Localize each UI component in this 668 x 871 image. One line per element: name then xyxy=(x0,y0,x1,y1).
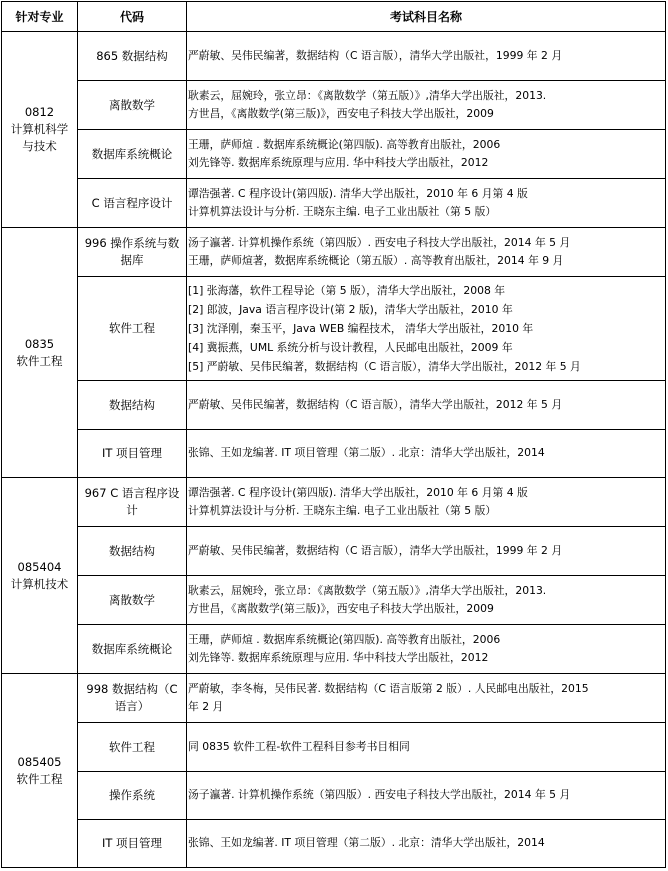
table-header-row xyxy=(2,2,666,32)
code-cell: 软件工程 xyxy=(78,723,187,772)
table-row xyxy=(2,228,666,277)
code-cell: 865 数据结构 xyxy=(78,32,187,81)
table-row xyxy=(2,81,666,130)
refs-cell: 严蔚敏、吴伟民编著，数据结构（C 语言版），清华大学出版社，1999 年 2 月 xyxy=(187,527,666,576)
code-cell: 998 数据结构（C 语言） xyxy=(78,674,187,723)
code-cell: 967 C 语言程序设计 xyxy=(78,478,187,527)
major-cell-085404: 085404 计算机技术 xyxy=(2,478,78,674)
table-row xyxy=(2,430,666,478)
code-cell: 离散数学 xyxy=(78,81,187,130)
refs-cell: 严蔚敏、吴伟民编著，数据结构（C 语言版），清华大学出版社，1999 年 2 月 xyxy=(187,32,666,81)
code-cell: 数据库系统概论 xyxy=(78,625,187,674)
header-subject: 考试科目名称 xyxy=(187,2,666,32)
refs-cell: 谭浩强著. C 程序设计(第四版). 清华大学出版社，2010 年 6 月第 4 版 计算机算法设计与分析. 王晓东主编. 电子工业出版社（第 5 版） xyxy=(187,179,666,228)
table-row xyxy=(2,527,666,576)
table-row xyxy=(2,478,666,527)
code-cell: 数据结构 xyxy=(78,381,187,430)
table-row xyxy=(2,772,666,820)
table-row xyxy=(2,625,666,674)
exam-subjects-table xyxy=(1,1,666,868)
refs-cell: 严蔚敏、吴伟民编著，数据结构（C 语言版），清华大学出版社，2012 年 5 月 xyxy=(187,381,666,430)
refs-cell: [1] 张海藩，软件工程导论（第 5 版），清华大学出版社，2008 年 [2] 郎波，Java 语言程序设计(第 2 版)，清华大学出版社，2010 年 [3] 沈泽刚，秦玉平，Java WEB 编程技术， 清华大学出版社，2010 年 [4] 冀振燕，UML 系统分析与设计教程，人民邮电出版社，2009 年 [5] 严蔚敏、吴伟民编著，数据结构（C 语言版），清华大学出版社，2012 年 5 月 xyxy=(187,277,666,381)
code-cell: 数据库系统概论 xyxy=(78,130,187,179)
code-cell: 软件工程 xyxy=(78,277,187,381)
code-cell: 996 操作系统与数据库 xyxy=(78,228,187,277)
table-row xyxy=(2,820,666,868)
refs-cell: 王珊，萨师煊 . 数据库系统概论(第四版). 高等教育出版社，2006 刘先锋等. 数据库系统原理与应用. 华中科技大学出版社，2012 xyxy=(187,625,666,674)
code-cell: 数据结构 xyxy=(78,527,187,576)
table-row xyxy=(2,381,666,430)
refs-cell: 谭浩强著. C 程序设计(第四版). 清华大学出版社，2010 年 6 月第 4 版 计算机算法设计与分析. 王晓东主编. 电子工业出版社（第 5 版） xyxy=(187,478,666,527)
code-cell: IT 项目管理 xyxy=(78,820,187,868)
code-cell: 离散数学 xyxy=(78,576,187,625)
header-major: 针对专业 xyxy=(2,2,78,32)
refs-cell: 张锦、王如龙编著. IT 项目管理（第二版）. 北京：清华大学出版社，2014 xyxy=(187,820,666,868)
refs-cell: 同 0835 软件工程-软件工程科目参考书目相同 xyxy=(187,723,666,772)
refs-cell: 张锦、王如龙编著. IT 项目管理（第二版）. 北京：清华大学出版社，2014 xyxy=(187,430,666,478)
table-row xyxy=(2,723,666,772)
major-cell-0812: 0812 计算机科学 与技术 xyxy=(2,32,78,228)
refs-cell: 耿素云，屈婉玲，张立昂：《离散数学（第五版）》,清华大学出版社，2013. 方世昌，《离散数学(第三版)》，西安电子科技大学出版社，2009 xyxy=(187,576,666,625)
code-cell: 操作系统 xyxy=(78,772,187,820)
header-code: 代码 xyxy=(78,2,187,32)
refs-cell: 严蔚敏，李冬梅，吴伟民著. 数据结构（C 语言版第 2 版）. 人民邮电出版社，2015 年 2 月 xyxy=(187,674,666,723)
major-cell-085405: 085405 软件工程 xyxy=(2,674,78,868)
table-row xyxy=(2,130,666,179)
table-row xyxy=(2,674,666,723)
refs-cell: 王珊，萨师煊 . 数据库系统概论(第四版). 高等教育出版社，2006 刘先锋等. 数据库系统原理与应用. 华中科技大学出版社，2012 xyxy=(187,130,666,179)
refs-cell: 耿素云，屈婉玲，张立昂：《离散数学（第五版）》,清华大学出版社，2013. 方世昌，《离散数学(第三版)》，西安电子科技大学出版社，2009 xyxy=(187,81,666,130)
table-row xyxy=(2,32,666,81)
table-row xyxy=(2,576,666,625)
code-cell: C 语言程序设计 xyxy=(78,179,187,228)
code-cell: IT 项目管理 xyxy=(78,430,187,478)
refs-cell: 汤子瀛著. 计算机操作系统（第四版）. 西安电子科技大学出版社，2014 年 5 月 xyxy=(187,772,666,820)
major-cell-0835: 0835 软件工程 xyxy=(2,228,78,478)
table-row xyxy=(2,277,666,381)
table-row xyxy=(2,179,666,228)
refs-cell: 汤子瀛著. 计算机操作系统（第四版）. 西安电子科技大学出版社，2014 年 5 月 王珊，萨师煊著，数据库系统概论（第五版）. 高等教育出版社，2014 年 9 月 xyxy=(187,228,666,277)
